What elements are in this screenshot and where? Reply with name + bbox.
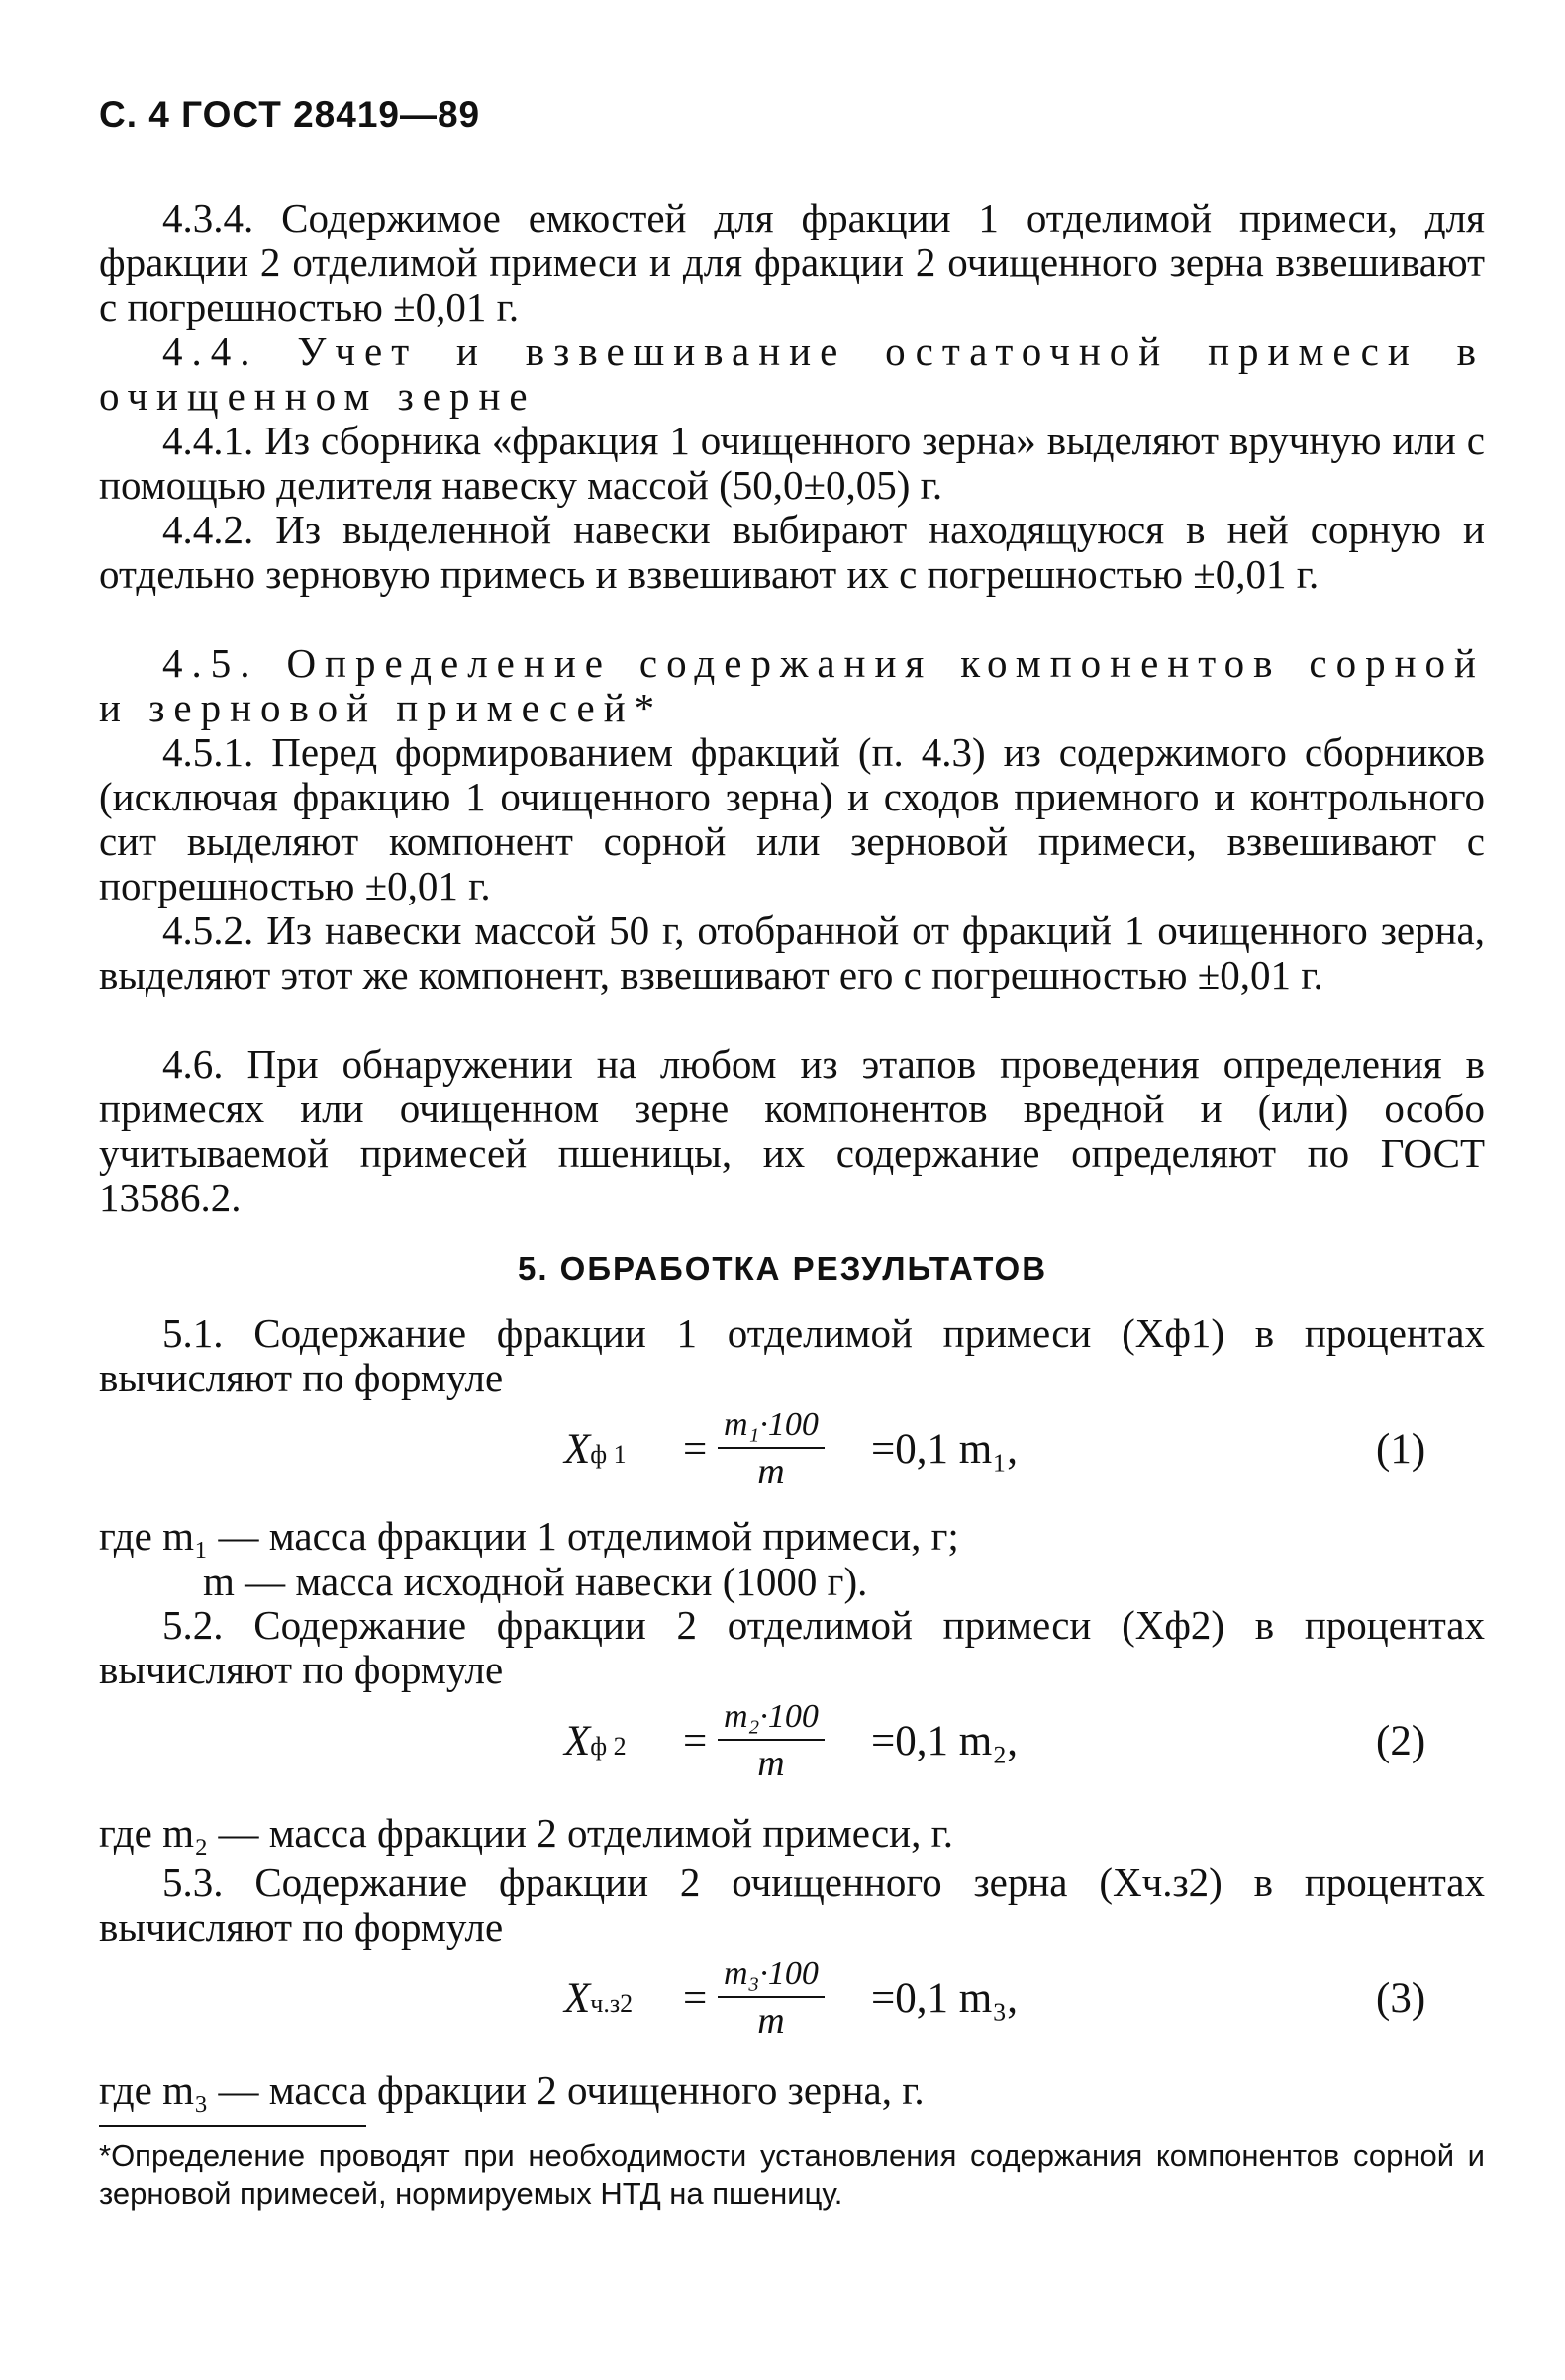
formula-3-numerator: m₃·100 bbox=[718, 1954, 825, 1998]
paragraph-4-4-2: 4.4.2. Из выделенной навески выбирают находящуюся в ней сорную и отдельно зерновую примесь и взвешивают их с погрешностью ±0,01 г. bbox=[99, 507, 1485, 597]
formula-2-rhs: =0,1 m₂, bbox=[871, 1718, 1018, 1764]
formula-2-denominator: m bbox=[757, 1743, 785, 1784]
page-header: С. 4 ГОСТ 28419—89 bbox=[99, 94, 481, 135]
formula-2-eq: = bbox=[683, 1718, 708, 1764]
where-2: где m₂ — масса фракции 2 отделимой примеси, г. bbox=[99, 1810, 954, 1856]
formula-1 bbox=[0, 1405, 1565, 1514]
heading-4-5: 4.5. Определение содержания компонентов сорной и зерновой примесей* bbox=[99, 640, 1485, 730]
formula-1-lhs: Xф 1 bbox=[564, 1426, 627, 1473]
formula-2-numerator: m₂·100 bbox=[718, 1697, 825, 1741]
formula-3-denominator: m bbox=[757, 2000, 785, 2042]
paragraph-4-5-1: 4.5.1. Перед формированием фракций (п. 4.3) из содержимого сборников (исключая фракцию 1 очищенного зерна) и сходов приемного и контрольного сит выделяют компонент сорной или зерновой примеси, взвешивают с погрешностью ±0,01 г. bbox=[99, 729, 1485, 908]
formula-3-fraction bbox=[718, 1954, 825, 2044]
formula-3-rhs: =0,1 m₃, bbox=[871, 1975, 1018, 2022]
formula-2-fraction bbox=[718, 1697, 825, 1786]
formula-3-lhs: Xч.з2 bbox=[564, 1975, 634, 2022]
formula-1-rhs: =0,1 m₁, bbox=[871, 1426, 1018, 1473]
paragraph-4-5-2: 4.5.2. Из навески массой 50 г, отобранной от фракций 1 очищенного зерна, выделяют этот же компонент, взвешивают его с погрешностью ±0,01 г. bbox=[99, 907, 1485, 998]
formula-1-fraction bbox=[718, 1405, 825, 1494]
footnote: *Определение проводят при необходимости установления содержания компонентов сорной и зерновой примесей, нормируемых НТД на пшеницу. bbox=[99, 2139, 1485, 2211]
paragraph-5-1: 5.1. Содержание фракции 1 отделимой примеси (Xф1) в процентах вычисляют по формуле bbox=[99, 1310, 1485, 1400]
paragraph-4-4-1: 4.4.1. Из сборника «фракция 1 очищенного зерна» выделяют вручную или с помощью делителя навеску массой (50,0±0,05) г. bbox=[99, 418, 1485, 508]
formula-3-eq: = bbox=[683, 1975, 708, 2022]
paragraph-4-6: 4.6. При обнаружении на любом из этапов проведения определения в примесях или очищенном зерне компонентов вредной и (или) особо учитываемой примесей пшеницы, их содержание определяют по ГОСТ 13586.2. bbox=[99, 1041, 1485, 1220]
where-1b: m — масса исходной навески (1000 г). bbox=[203, 1559, 868, 1604]
formula-1-denominator: m bbox=[757, 1451, 785, 1492]
formula-3 bbox=[0, 1954, 1565, 2063]
where-1a: где m₁ — масса фракции 1 отделимой примеси, г; bbox=[99, 1513, 959, 1559]
formula-1-number: (1) bbox=[1376, 1426, 1426, 1473]
formula-2-lhs: Xф 2 bbox=[564, 1718, 627, 1764]
where-3: где m₃ — масса фракции 2 очищенного зерна, г. bbox=[99, 2067, 925, 2113]
formula-1-eq: = bbox=[683, 1426, 708, 1473]
footnote-divider bbox=[99, 2125, 366, 2127]
paragraph-5-2: 5.2. Содержание фракции 2 отделимой примеси (Xф2) в процентах вычисляют по формуле bbox=[99, 1602, 1485, 1692]
formula-2 bbox=[0, 1697, 1565, 1806]
paragraph-4-3-4: 4.3.4. Содержимое емкостей для фракции 1 отделимой примеси, для фракции 2 отделимой примеси и для фракции 2 очищенного зерна взвешивают с погрешностью ±0,01 г. bbox=[99, 195, 1485, 330]
formula-3-number: (3) bbox=[1376, 1975, 1426, 2022]
section-heading-5: 5. ОБРАБОТКА РЕЗУЛЬТАТОВ bbox=[517, 1250, 1048, 1286]
heading-4-4: 4.4. Учет и взвешивание остаточной примеси в очищенном зерне bbox=[99, 329, 1485, 419]
formula-1-numerator: m₁·100 bbox=[718, 1405, 825, 1449]
formula-2-number: (2) bbox=[1376, 1718, 1426, 1764]
paragraph-5-3: 5.3. Содержание фракции 2 очищенного зерна (Xч.з2) в процентах вычисляют по формуле bbox=[99, 1859, 1485, 1950]
